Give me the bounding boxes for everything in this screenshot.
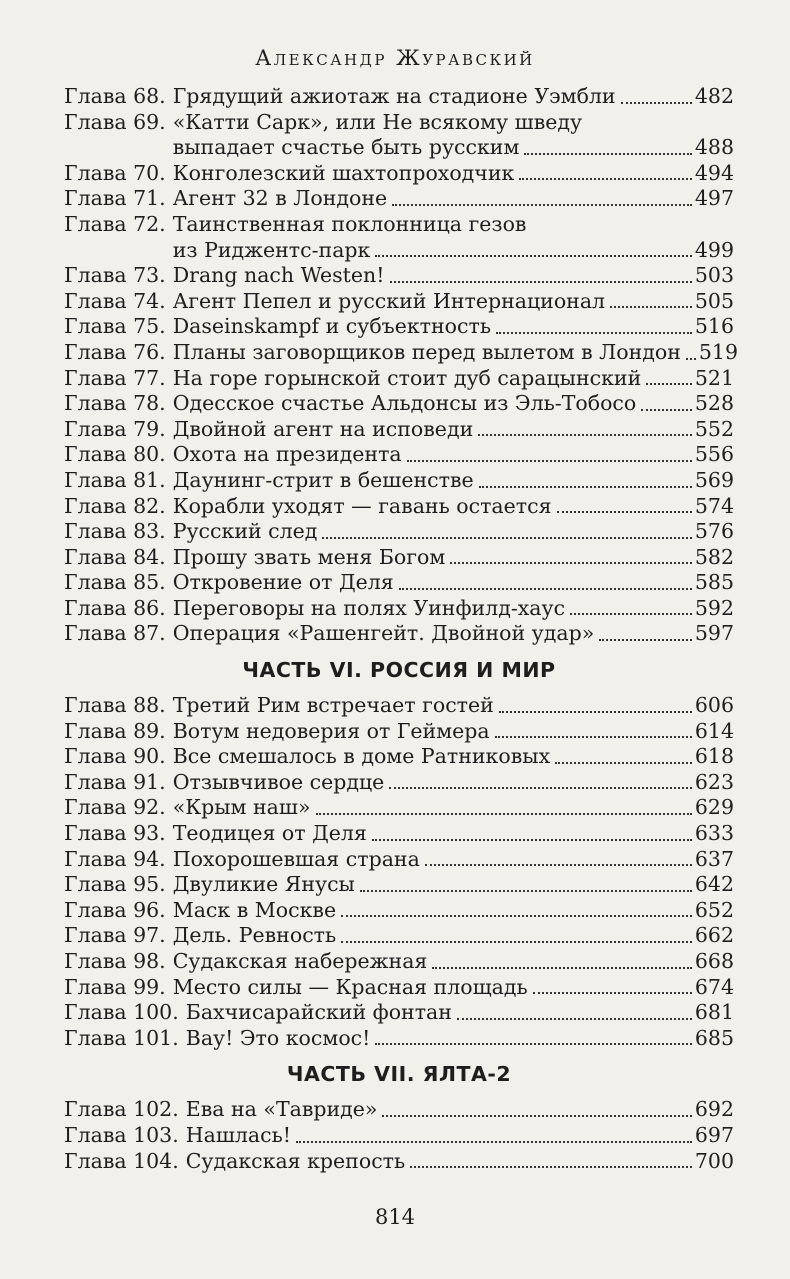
dot-leader (407, 460, 692, 462)
toc-entry (64, 1097, 734, 1123)
chapter-label: Глава 97. (64, 923, 166, 948)
page-ref: 652 (694, 897, 734, 922)
dot-leader (360, 890, 692, 892)
chapter-title: Переговоры на полях Уинфилд-хаус (172, 595, 566, 620)
page-ref: 697 (694, 1122, 734, 1147)
chapter-title: Даунинг-стрит в бешенстве (172, 467, 474, 492)
dot-leader (478, 434, 692, 436)
chapter-title: Операция «Рашенгейт. Двойной удар» (172, 621, 595, 646)
chapter-title: Место силы — Красная площадь (172, 974, 528, 999)
toc-entry (64, 442, 734, 468)
page-ref: 681 (694, 1000, 734, 1025)
chapter-label: Глава 75. (64, 314, 166, 339)
page-ref: 499 (694, 237, 734, 262)
toc-entry (64, 693, 734, 719)
toc-entry (64, 161, 734, 187)
chapter-title: На горе горынской стоит дуб сарацынский (172, 365, 642, 390)
chapter-label: Глава 95. (64, 872, 166, 897)
toc-entry (64, 847, 734, 873)
toc-entry (64, 366, 734, 392)
chapter-label: Глава 73. (64, 263, 166, 288)
page-ref: 642 (694, 872, 734, 897)
toc-entry (64, 212, 734, 263)
toc-entry (64, 494, 734, 520)
toc-entry (64, 186, 734, 212)
chapter-title: «Катти Сарк», или Не всякому шведу (172, 109, 583, 134)
page-ref: 576 (694, 519, 734, 544)
toc-entry (64, 263, 734, 289)
chapter-title: Drang nach Westen! (172, 263, 385, 288)
chapter-label: Глава 91. (64, 769, 166, 794)
chapter-title: Daseinskampf и субъектность (172, 314, 491, 339)
page-ref: 488 (694, 135, 734, 160)
page-ref: 674 (694, 974, 734, 999)
chapter-title: Вотум недоверия от Геймера (172, 718, 490, 743)
dot-leader (341, 941, 692, 943)
toc-entry (64, 519, 734, 545)
chapter-label: Глава 68. (64, 84, 166, 108)
dot-leader (621, 102, 692, 104)
page-ref: 582 (694, 544, 734, 569)
chapter-label: Глава 86. (64, 595, 166, 620)
dot-leader (519, 178, 692, 180)
chapter-label: Глава 92. (64, 795, 166, 820)
toc-entry (64, 1149, 734, 1175)
chapter-label: Глава 79. (64, 416, 166, 441)
chapter-title: Агент 32 в Лондоне (172, 186, 388, 211)
chapter-label: Глава 70. (64, 160, 166, 185)
chapter-title: Маск в Москве (172, 897, 337, 922)
dot-leader (392, 204, 692, 206)
dot-leader (457, 1018, 692, 1020)
chapter-label: Глава 103. (64, 1122, 179, 1147)
toc-entry (64, 621, 734, 647)
chapter-title: Бахчисарайский фонтан (185, 1000, 452, 1025)
dot-leader (646, 383, 692, 385)
page-ref: 623 (694, 769, 734, 794)
table-of-contents (64, 84, 739, 1174)
chapter-title: Вау! Это космос! (185, 1025, 371, 1050)
page-ref: 585 (694, 570, 734, 595)
chapter-title: выпадает счастье быть русским (172, 135, 520, 160)
page-ref: 618 (694, 744, 734, 769)
dot-leader (599, 639, 692, 641)
dot-leader (372, 839, 692, 841)
chapter-title: Корабли уходят — гавань остается (172, 493, 552, 518)
page-ref: 597 (694, 621, 734, 646)
page-ref: 629 (694, 795, 734, 820)
chapter-title: Отзывчивое сердце (172, 769, 385, 794)
dot-leader (375, 255, 691, 257)
chapter-title: Охота на президента (172, 442, 402, 467)
page-ref: 482 (694, 84, 734, 108)
toc-entry (64, 898, 734, 924)
chapter-title: Агент Пепел и русский Интернационал (172, 288, 606, 313)
chapter-label: Глава 76. (64, 339, 166, 364)
chapter-title: Грядущий ажиотаж на стадионе Уэмбли (172, 84, 616, 108)
chapter-label: Глава 74. (64, 288, 166, 313)
toc-entry (64, 975, 734, 1001)
chapter-title: Прошу звать меня Богом (172, 544, 446, 569)
dot-leader (686, 358, 696, 360)
page-ref: 569 (694, 467, 734, 492)
dot-leader (382, 1115, 691, 1117)
page-number: 814 (374, 1205, 416, 1229)
chapter-label: Глава 82. (64, 493, 166, 518)
chapter-label: Глава 94. (64, 846, 166, 871)
chapter-title: Двойной агент на исповеди (172, 416, 474, 441)
toc-entry (64, 949, 734, 975)
chapter-label: Глава 72. (64, 211, 166, 236)
toc-entry (64, 1000, 734, 1026)
chapter-label: Глава 102. (64, 1097, 179, 1122)
page-ref: 668 (694, 949, 734, 973)
dot-leader (479, 486, 692, 488)
toc-entry (64, 314, 734, 340)
chapter-label: Глава 83. (64, 519, 166, 544)
dot-leader (533, 992, 692, 994)
chapter-label: Глава 99. (64, 974, 166, 999)
toc-entry (64, 289, 734, 315)
chapter-label: Глава 88. (64, 693, 166, 718)
running-header: Александр Журавский (255, 46, 535, 70)
page-ref: 505 (694, 288, 734, 313)
chapter-title: Нашлась! (185, 1122, 292, 1147)
part-heading: ЧАСТЬ VI. РОССИЯ И МИР (242, 658, 556, 683)
page-ref: 685 (694, 1025, 734, 1050)
page-ref: 519 (698, 339, 739, 364)
chapter-title: Третий Рим встречает гостей (172, 693, 494, 718)
chapter-title: Судакская набережная (172, 949, 428, 973)
chapter-title: Одесское счастье Альдонсы из Эль-Тобосо (172, 391, 637, 416)
toc-entry (64, 1026, 734, 1052)
page-ref: 552 (694, 416, 734, 441)
chapter-label: Глава 81. (64, 467, 166, 492)
chapter-title: Конголезский шахтопроходчик (172, 160, 515, 185)
toc-entry (64, 1123, 734, 1149)
chapter-title: Теодицея от Деля (172, 821, 367, 846)
toc-entry (64, 596, 734, 622)
page-ref: 574 (694, 493, 734, 518)
dot-leader (524, 153, 691, 155)
page-ref: 556 (694, 442, 734, 467)
chapter-title: из Риджентс-парк (172, 237, 371, 262)
toc-entry (64, 339, 739, 366)
dot-leader (555, 762, 692, 764)
chapter-title: Русский след (172, 519, 318, 544)
dot-leader (641, 409, 692, 411)
chapter-title: Все смешалось в доме Ратниковых (172, 744, 551, 769)
toc-entry (64, 570, 734, 596)
dot-leader (557, 511, 692, 513)
chapter-title: Таинственная поклонница гезов (172, 211, 527, 236)
page-ref: 633 (694, 821, 734, 846)
chapter-label: Глава 77. (64, 365, 166, 390)
chapter-label: Глава 85. (64, 570, 166, 595)
dot-leader (375, 1043, 691, 1045)
chapter-title: Двуликие Янусы (172, 872, 355, 897)
dot-leader (425, 864, 692, 866)
toc-entry (64, 84, 734, 110)
chapter-label: Глава 104. (64, 1148, 179, 1173)
page-ref: 662 (694, 923, 734, 948)
chapter-label: Глава 100. (64, 1000, 179, 1025)
page-ref: 503 (694, 263, 734, 288)
toc-entry (64, 795, 734, 821)
chapter-label: Глава 93. (64, 821, 166, 846)
page-ref: 521 (694, 365, 734, 390)
toc-entry (64, 872, 734, 898)
page-ref: 637 (694, 846, 734, 871)
chapter-label: Глава 78. (64, 391, 166, 416)
toc-entry (64, 468, 734, 494)
page-ref: 494 (694, 160, 734, 185)
dot-leader (390, 281, 692, 283)
chapter-title: Откровение от Деля (172, 570, 394, 595)
page-ref: 516 (694, 314, 734, 339)
chapter-title: Ева на «Тавриде» (185, 1097, 378, 1122)
part-heading: ЧАСТЬ VII. ЯЛТА-2 (286, 1062, 512, 1087)
toc-entry (64, 391, 734, 417)
dot-leader (610, 306, 692, 308)
chapter-label: Глава 96. (64, 897, 166, 922)
toc-entry (64, 417, 734, 443)
toc-entry (64, 545, 734, 571)
chapter-label: Глава 87. (64, 621, 166, 646)
toc-entry (64, 923, 734, 949)
dot-leader (499, 711, 692, 713)
toc-entry (64, 821, 734, 847)
chapter-title: Судакская крепость (185, 1148, 406, 1173)
chapter-label: Глава 80. (64, 442, 166, 467)
chapter-title: «Крым наш» (172, 795, 311, 820)
chapter-label: Глава 84. (64, 544, 166, 569)
page-ref: 528 (694, 391, 734, 416)
dot-leader (410, 1166, 692, 1168)
toc-entry (64, 744, 734, 770)
page-ref: 614 (694, 718, 734, 743)
chapter-label: Глава 101. (64, 1025, 179, 1050)
chapter-title: Планы заговорщиков перед вылетом в Лондон (172, 339, 681, 364)
page-ref: 497 (694, 186, 734, 211)
chapter-label: Глава 90. (64, 744, 166, 769)
chapter-title: Дель. Ревность (172, 923, 337, 948)
dot-leader (496, 332, 692, 334)
chapter-label: Глава 69. (64, 109, 166, 134)
page-ref: 692 (694, 1097, 734, 1122)
dot-leader (432, 967, 691, 969)
dot-leader (341, 915, 692, 917)
dot-leader (450, 562, 692, 564)
page-ref: 592 (694, 595, 734, 620)
toc-entry (64, 719, 734, 745)
dot-leader (495, 736, 692, 738)
toc-entry (64, 770, 734, 796)
page-ref: 700 (694, 1148, 734, 1173)
toc-entry (64, 110, 734, 161)
dot-leader (389, 787, 692, 789)
dot-leader (570, 613, 692, 615)
chapter-label: Глава 89. (64, 718, 166, 743)
chapter-title: Похорошевшая страна (172, 846, 420, 871)
page-ref: 606 (694, 693, 734, 718)
dot-leader (399, 588, 692, 590)
dot-leader (296, 1141, 692, 1143)
chapter-label: Глава 98. (64, 949, 166, 973)
chapter-label: Глава 71. (64, 186, 166, 211)
dot-leader (322, 537, 691, 539)
dot-leader (316, 813, 692, 815)
